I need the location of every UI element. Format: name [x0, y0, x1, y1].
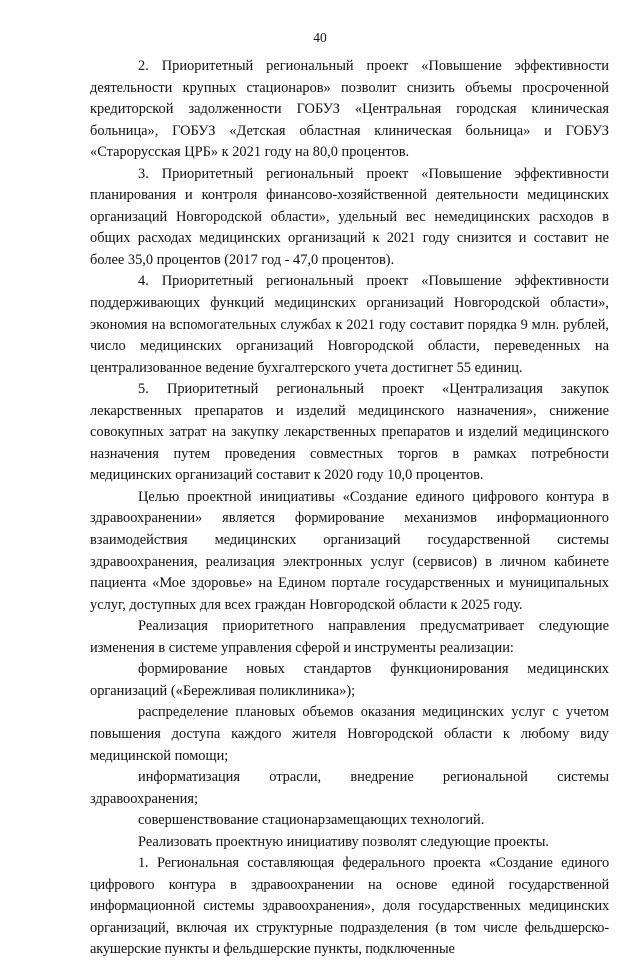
list-item: формирование новых стандартов функционирования медицинских организаций («Бережливая поликлиника»); [90, 661, 609, 699]
paragraph: 3. Приоритетный региональный проект «Повышение эффективности планирования и контроля финансово-хозяйственной деятельности медицинских организаций Новгородской области», удельный вес немедицинских расходов в общих расходах медицинских организаций к 2021 году снизится и составит не более 35,0 процентов (2017 год - 47,0 процентов). [90, 165, 609, 268]
paragraph: 1. Региональная составляющая федерального проекта «Создание единого цифрового контура в здравоохранении на основе единой государственной информационной системы здравоохранения», доля государственных медицинских организаций, включая их структурные подразделения (в том числе фельдшерско-акушерские пункты и фельдшерские пункты, подключенные [90, 855, 609, 958]
paragraph: 5. Приоритетный региональный проект «Централизация закупок лекарственных препаратов и изделий медицинского назначения», снижение совокупных затрат на закупку лекарственных препаратов и изделий медицинского назначения путем проведения совместных торгов в рамках потребности медицинских организаций составит к 2020 году 10,0 процентов. [90, 381, 609, 484]
paragraph: Реализация приоритетного направления предусматривает следующие изменения в системе управления сферой и инструменты реализации: [90, 618, 609, 656]
list-item: информатизация отрасли, внедрение региональной системы здравоохранения; [90, 769, 609, 807]
paragraph: Реализовать проектную инициативу позволят следующие проекты. [138, 833, 550, 850]
page-number: 40 [313, 30, 327, 45]
paragraph: 4. Приоритетный региональный проект «Повышение эффективности поддерживающих функций медицинских организаций Новгородской области», экономия на вспомогательных службах к 2021 году составит порядка 9 млн. рублей, число медицинских организаций Новгородской области, переведенных на централизованное ведение бухгалтерского учета достигнет 55 единиц. [90, 273, 609, 376]
list-item: распределение плановых объемов оказания медицинских услуг с учетом повышения доступа каждого жителя Новгородской области к любому виду медицинской помощи; [90, 704, 609, 764]
paragraph: 2. Приоритетный региональный проект «Повышение эффективности деятельности крупных стационаров» позволит снизить объемы просроченной кредиторской задолженности ГОБУЗ «Центральная городская клиническая больница», ГОБУЗ «Детская областная клиническая больница» и ГОБУЗ «Старорусская ЦРБ» к 2021 году на 80,0 процентов. [90, 58, 609, 161]
paragraph: Целью проектной инициативы «Создание единого цифрового контура в здравоохранении» является формирование механизмов информационного взаимодействия медицинских организаций государственной системы здравоохранения, реализация электронных услуг (сервисов) в личном кабинете пациента «Мое здоровье» на Едином портале государственных и муниципальных услуг, доступных для всех граждан Новгородской области к 2025 году. [90, 488, 609, 613]
document-body [90, 56, 609, 961]
list-item: совершенствование стационарзамещающих технологий. [138, 812, 485, 829]
